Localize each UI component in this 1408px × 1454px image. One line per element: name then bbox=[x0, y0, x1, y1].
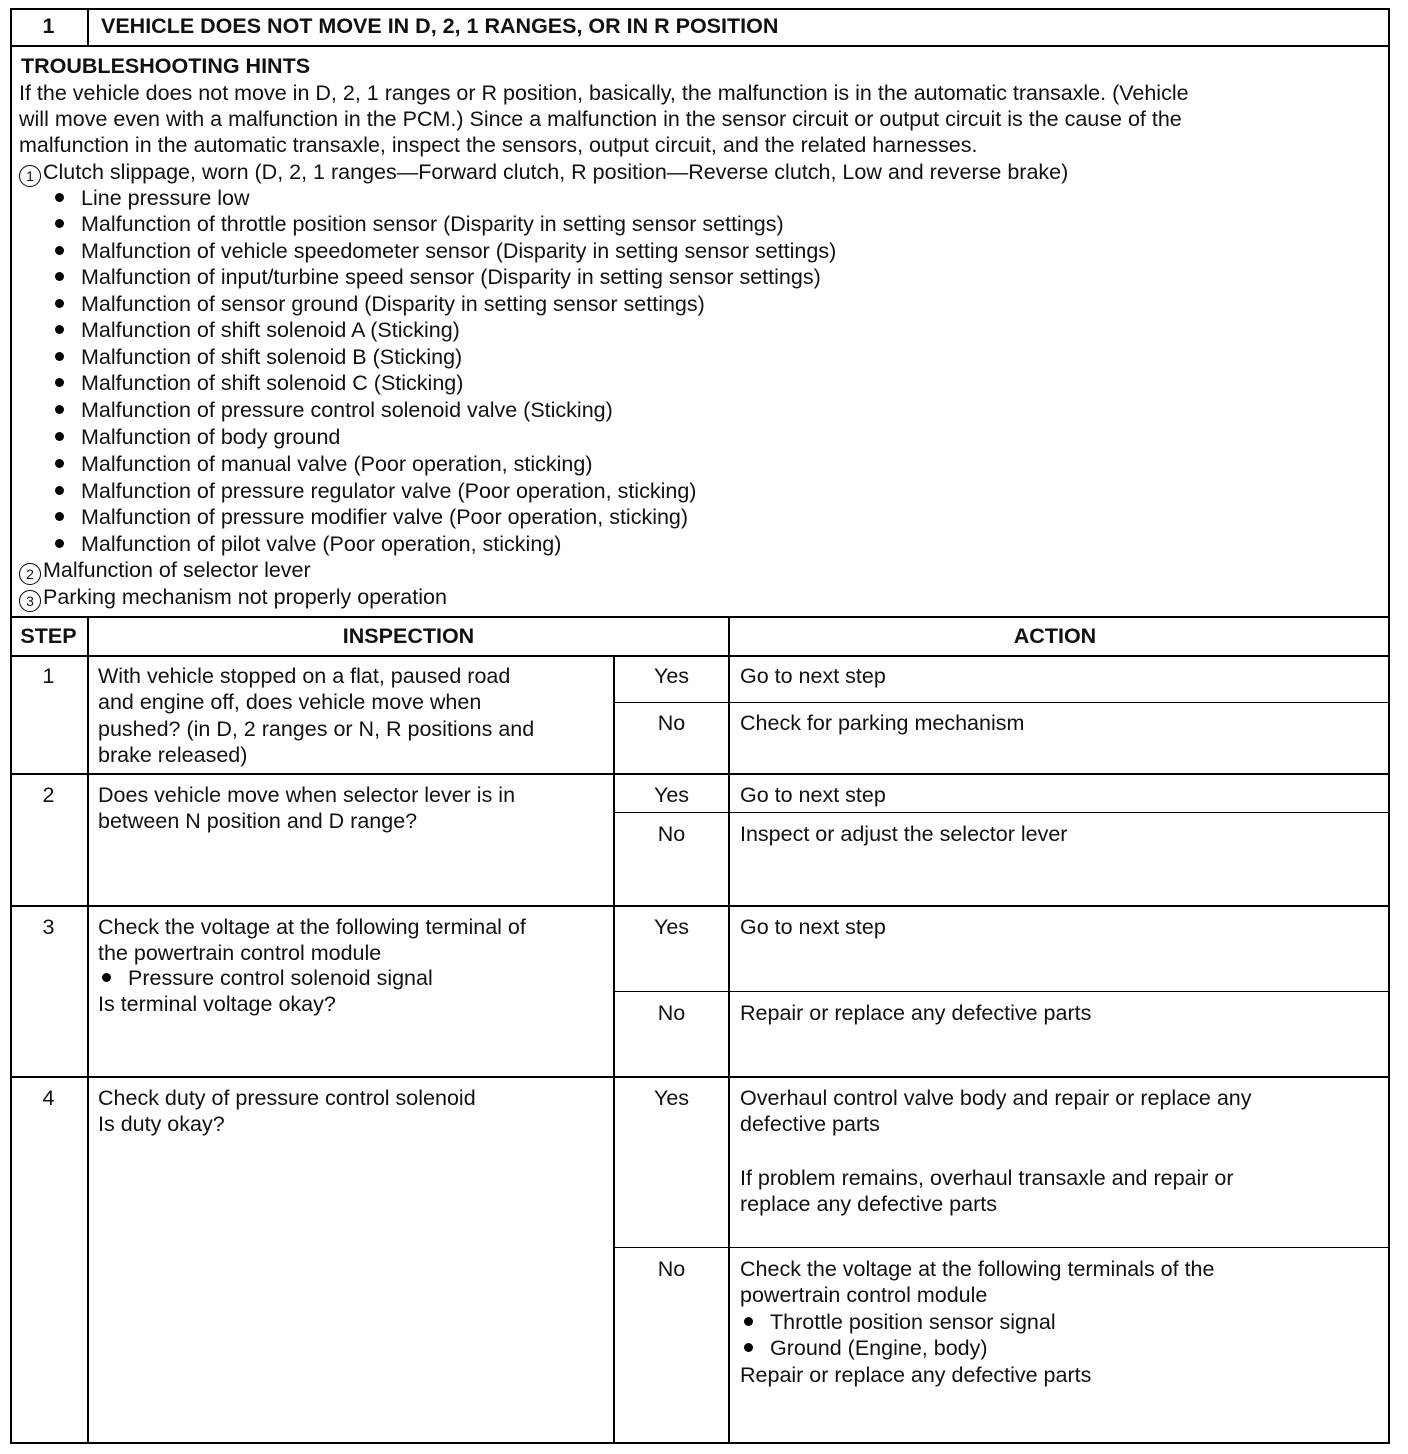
column-header-inspection: INSPECTION bbox=[342, 624, 475, 648]
rule-action-col bbox=[728, 616, 730, 1444]
circled-number-2: 2 bbox=[19, 563, 41, 585]
rule-row3-split bbox=[613, 991, 1390, 992]
hints-paragraph-line: will move even with a malfunction in the PCM.) Since a malfunction in the sensor circuit or output circuit is the cause of the bbox=[19, 107, 1182, 131]
hints-heading: TROUBLESHOOTING HINTS bbox=[21, 54, 311, 78]
answer-no: No bbox=[657, 1001, 686, 1025]
rule-header-divider bbox=[87, 8, 89, 45]
action-bullet-text: Ground (Engine, body) bbox=[770, 1336, 988, 1360]
hint-item-1 bbox=[19, 159, 1068, 187]
hint-bullet bbox=[55, 531, 561, 557]
hint-bullet-text: Malfunction of shift solenoid A (Sticking) bbox=[81, 318, 460, 342]
action-text: If problem remains, overhaul transaxle and repair or bbox=[740, 1166, 1234, 1190]
column-header-action: ACTION bbox=[1013, 624, 1097, 648]
header-number: 1 bbox=[42, 14, 55, 38]
inspection-line: brake released) bbox=[98, 743, 248, 767]
action-text: Repair or replace any defective parts bbox=[740, 1001, 1092, 1025]
hint-bullet bbox=[55, 344, 462, 370]
step-number: 1 bbox=[42, 664, 55, 688]
hint-bullet bbox=[55, 264, 821, 290]
inspection-bullet-text: Pressure control solenoid signal bbox=[128, 966, 433, 990]
answer-no: No bbox=[657, 1257, 686, 1281]
hint-bullet bbox=[55, 317, 460, 343]
rule-header-bottom bbox=[10, 45, 1390, 47]
answer-yes: Yes bbox=[653, 915, 690, 939]
inspection-line: Check the voltage at the following terminal of bbox=[98, 915, 526, 939]
bullet-icon bbox=[744, 1343, 753, 1352]
action-text: Check for parking mechanism bbox=[740, 711, 1025, 735]
answer-no: No bbox=[657, 711, 686, 735]
hint-bullet-text: Malfunction of pressure regulator valve (Poor operation, sticking) bbox=[81, 479, 697, 503]
action-text: Go to next step bbox=[740, 664, 886, 688]
inspection-line: Is terminal voltage okay? bbox=[98, 992, 336, 1016]
hint-bullet-text: Malfunction of vehicle speedometer sensor (Disparity in setting sensor settings) bbox=[81, 239, 837, 263]
circled-number-1: 1 bbox=[19, 165, 41, 187]
inspection-line: pushed? (in D, 2 ranges or N, R positions and bbox=[98, 717, 535, 741]
bullet-icon bbox=[55, 459, 64, 468]
circled-number-3: 3 bbox=[19, 590, 41, 612]
answer-yes: Yes bbox=[653, 783, 690, 807]
bullet-icon bbox=[55, 539, 64, 548]
action-text: Go to next step bbox=[740, 915, 886, 939]
action-bullet bbox=[744, 1335, 988, 1361]
inspection-line: Is duty okay? bbox=[98, 1112, 225, 1136]
step-number: 3 bbox=[42, 915, 55, 939]
hint-bullet bbox=[55, 424, 340, 450]
hint-bullet bbox=[55, 370, 463, 396]
rule-row1-bottom bbox=[10, 773, 1390, 775]
hint-bullet-text: Malfunction of body ground bbox=[81, 425, 341, 449]
bullet-icon bbox=[55, 272, 64, 281]
bullet-icon bbox=[55, 246, 64, 255]
action-text: Overhaul control valve body and repair or replace any bbox=[740, 1086, 1252, 1110]
inspection-line: With vehicle stopped on a flat, paused road bbox=[98, 664, 511, 688]
answer-no: No bbox=[657, 822, 686, 846]
bullet-icon bbox=[55, 512, 64, 521]
step-number: 2 bbox=[42, 783, 55, 807]
hint-bullet bbox=[55, 478, 696, 504]
hint-bullet-text: Malfunction of shift solenoid B (Sticking) bbox=[81, 345, 463, 369]
answer-yes: Yes bbox=[653, 1086, 690, 1110]
rule-row3-bottom bbox=[10, 1076, 1390, 1078]
action-text: Check the voltage at the following terminals of the bbox=[740, 1257, 1215, 1281]
hint-bullet-text: Line pressure low bbox=[81, 186, 250, 210]
hint-bullet bbox=[55, 291, 705, 317]
bullet-icon bbox=[55, 378, 64, 387]
hint-bullet-text: Malfunction of shift solenoid C (Sticking) bbox=[81, 371, 464, 395]
bullet-icon bbox=[102, 973, 111, 982]
rule-step-col bbox=[87, 616, 89, 1444]
hint-bullet bbox=[55, 211, 784, 237]
hint-bullet bbox=[55, 238, 836, 264]
hint-bullet-text: Malfunction of pressure control solenoid valve (Sticking) bbox=[81, 398, 613, 422]
action-bullet bbox=[744, 1309, 1056, 1335]
hint-bullet-text: Malfunction of sensor ground (Disparity in setting sensor settings) bbox=[81, 292, 705, 316]
rule-colheader-bottom bbox=[10, 655, 1390, 657]
hint-item-2-text: Malfunction of selector lever bbox=[43, 558, 311, 582]
inspection-line: Check duty of pressure control solenoid bbox=[98, 1086, 476, 1110]
rule-row2-split bbox=[613, 812, 1390, 813]
rule-row2-bottom bbox=[10, 905, 1390, 907]
hint-bullet-text: Malfunction of pressure modifier valve (Poor operation, sticking) bbox=[81, 505, 689, 529]
rule-hints-bottom bbox=[10, 616, 1390, 618]
answer-yes: Yes bbox=[653, 664, 690, 688]
bullet-icon bbox=[744, 1317, 753, 1326]
hint-bullet-text: Malfunction of manual valve (Poor operation, sticking) bbox=[81, 452, 593, 476]
bullet-icon bbox=[55, 193, 64, 202]
inspection-line: and engine off, does vehicle move when bbox=[98, 690, 482, 714]
bullet-icon bbox=[55, 299, 64, 308]
bullet-icon bbox=[55, 432, 64, 441]
hint-bullet bbox=[55, 504, 688, 530]
action-text: powertrain control module bbox=[740, 1283, 988, 1307]
rule-row1-split bbox=[613, 702, 1390, 703]
hint-bullet bbox=[55, 185, 250, 211]
hints-paragraph-line: malfunction in the automatic transaxle, inspect the sensors, output circuit, and the related harnesses. bbox=[19, 133, 978, 157]
inspection-line: between N position and D range? bbox=[98, 809, 418, 833]
bullet-icon bbox=[55, 486, 64, 495]
action-text: Repair or replace any defective parts bbox=[740, 1363, 1092, 1387]
action-text: Inspect or adjust the selector lever bbox=[740, 822, 1068, 846]
hint-bullet-text: Malfunction of pilot valve (Poor operation, sticking) bbox=[81, 532, 562, 556]
hints-paragraph-line: If the vehicle does not move in D, 2, 1 ranges or R position, basically, the malfunction is in the automatic transaxle. (Vehicle bbox=[19, 81, 1189, 105]
hint-bullet-text: Malfunction of throttle position sensor (Disparity in setting sensor settings) bbox=[81, 212, 784, 236]
bullet-icon bbox=[55, 405, 64, 414]
hint-item-3-text: Parking mechanism not properly operation bbox=[43, 585, 447, 609]
inspection-line: Does vehicle move when selector lever is in bbox=[98, 783, 516, 807]
hint-item-1-text: Clutch slippage, worn (D, 2, 1 ranges—Forward clutch, R position—Reverse clutch, Low and reverse brake) bbox=[43, 160, 1069, 184]
header-title: VEHICLE DOES NOT MOVE IN D, 2, 1 RANGES, OR IN R POSITION bbox=[101, 14, 779, 38]
hint-bullet bbox=[55, 451, 592, 477]
hint-bullet bbox=[55, 397, 613, 423]
bullet-icon bbox=[55, 325, 64, 334]
step-number: 4 bbox=[42, 1086, 55, 1110]
hint-item-3 bbox=[19, 584, 447, 612]
action-text: defective parts bbox=[740, 1112, 880, 1136]
column-header-step: STEP bbox=[20, 624, 77, 648]
inspection-bullet bbox=[102, 965, 433, 991]
hint-bullet-text: Malfunction of input/turbine speed sensor (Disparity in setting sensor settings) bbox=[81, 265, 821, 289]
rule-row4-split bbox=[613, 1247, 1390, 1248]
action-bullet-text: Throttle position sensor signal bbox=[770, 1310, 1056, 1334]
inspection-line: the powertrain control module bbox=[98, 941, 382, 965]
bullet-icon bbox=[55, 219, 64, 228]
action-text: replace any defective parts bbox=[740, 1192, 997, 1216]
bullet-icon bbox=[55, 352, 64, 361]
action-text: Go to next step bbox=[740, 783, 886, 807]
hint-item-2 bbox=[19, 557, 311, 585]
